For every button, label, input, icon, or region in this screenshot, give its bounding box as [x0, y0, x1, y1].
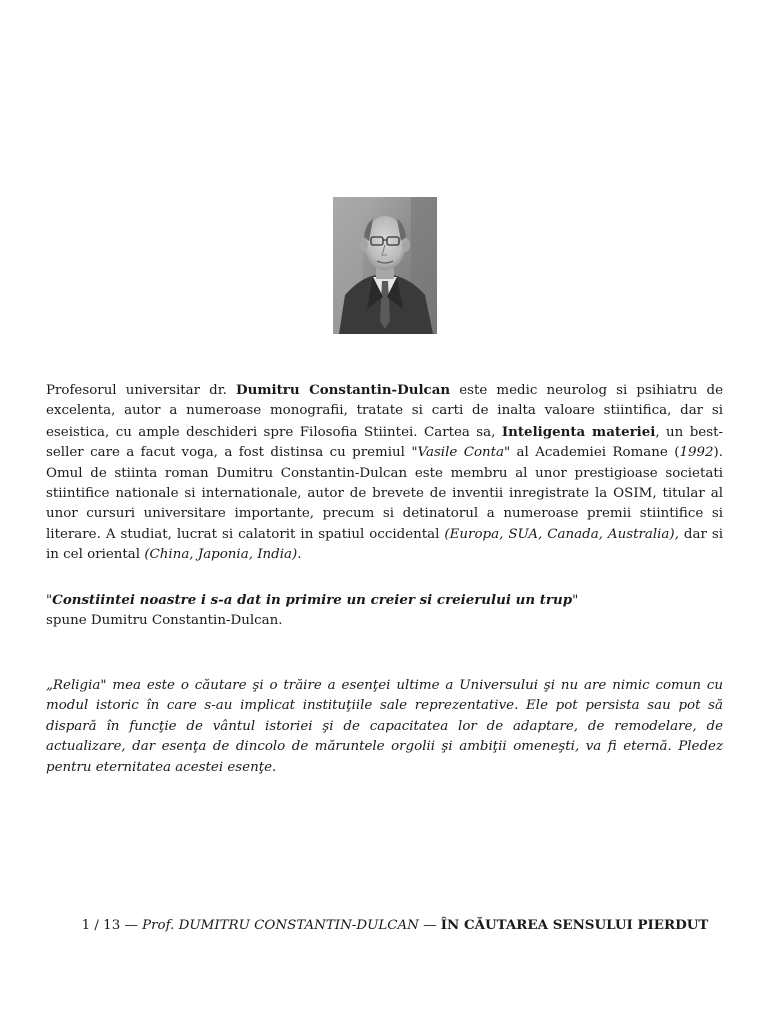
book-title: Inteligenta materiei: [501, 423, 656, 440]
prize-year: 1992: [679, 445, 714, 461]
religion-paragraph: „Religia" mea este o căutare şi o trăire a esenţei ultime a Universului şi nu are nimic comun cu modul istoric în care s-au implicat instituţiile sale reprezentative. Ele pot persista sau pot să dispară în funcţie de vântul istoriei şi de capacitatea lor de adaptare, de remodelare, de actualizare, dar esenţa de dincolo de măruntele orgolii şi ambiţii omeneşti, va fi eternă. Pledez pentru eternitatea acestei esenţe.: [46, 678, 723, 775]
quote-block: [46, 590, 723, 632]
quote-open-mark: ": [46, 593, 53, 608]
footer-separator: —: [423, 918, 437, 933]
bio-text-5: ). Omul de stiinta roman Dumitru Constantin-Dulcan este membru al unor prestigioase societati stiintifice nationale si internationale, autor de brevete de inventii inregistrate la OSIM, titular al unor cursuri universitare importante, precum si detinatorul a numeroase premii stiintifice si literare. A studiat, lucrat si calatorit in spatiul occidental: [46, 445, 724, 542]
bio-text-4: " al Academiei Romane (: [504, 445, 680, 461]
page-footer: [0, 915, 768, 936]
eastern-countries: (China, Japonia, India).: [144, 547, 302, 563]
quote-line: [46, 590, 723, 611]
prize-name: Vasile Conta: [417, 445, 504, 461]
portrait-image: [333, 197, 437, 334]
footer-author: Prof. DUMITRU CONSTANTIN-DULCAN: [142, 918, 419, 933]
western-countries: (Europa, SUA, Canada, Australia),: [444, 526, 679, 542]
page-number: 1 / 13 —: [81, 918, 138, 933]
bio-text-2: este medic neurolog si psihiatru de excelenta, autor a numeroase monografii, tratate si carti de inalta valoare stiintifica, dar si eseistica, cu ample deschideri spre Filosofia Stiintei. Cartea sa,: [46, 383, 723, 440]
quote-close-mark: ": [572, 593, 579, 608]
author-name: Dumitru Constantin-Dulcan: [236, 382, 451, 398]
author-portrait: [333, 197, 437, 334]
bio-text-3: , un best-seller care a facut voga, a fost distinsa cu premiul ": [46, 424, 724, 461]
author-biography: [46, 380, 723, 566]
quote-text: Constiintei noastre i s-a dat in primire un creier si creierului un trup: [52, 592, 573, 608]
footer-book-title: ÎN CĂUTAREA SENSULUI PIERDUT: [440, 917, 709, 933]
bio-text-6: dar si in cel oriental: [46, 526, 723, 563]
bio-text-1: Profesorul universitar dr.: [46, 383, 236, 398]
quote-attribution: spune Dumitru Constantin-Dulcan.: [46, 613, 283, 629]
